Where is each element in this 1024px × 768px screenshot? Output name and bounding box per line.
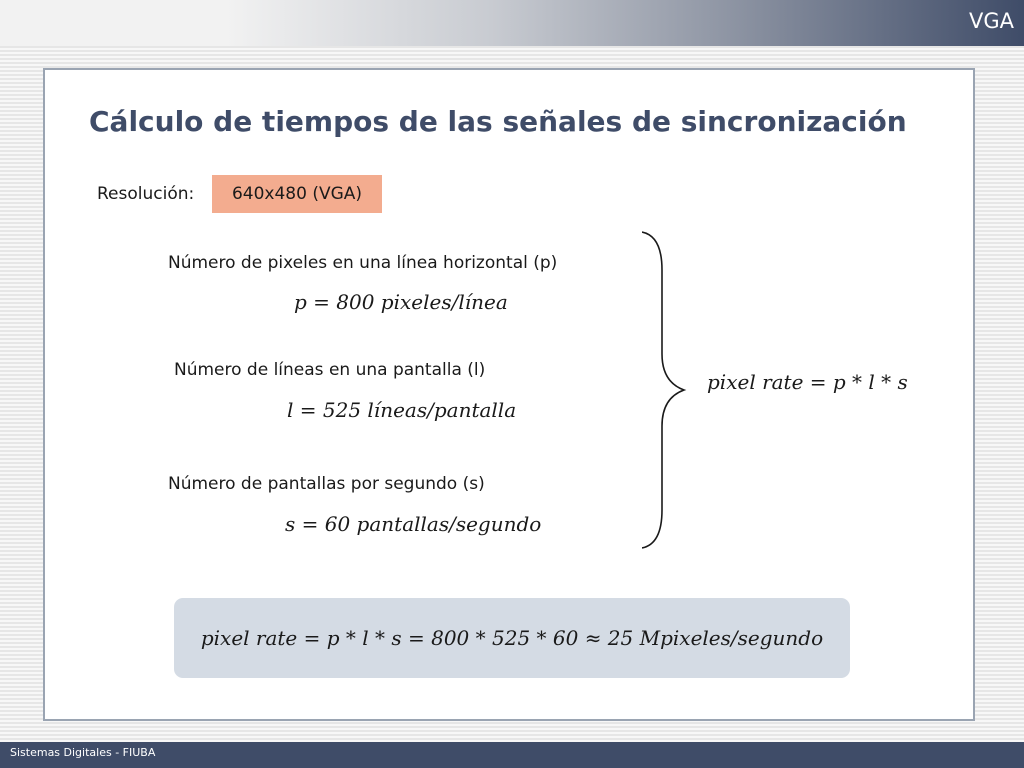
resolution-label: Resolución: [97,184,195,204]
item-label-screens: Número de pantallas por segundo (s) [168,474,485,494]
item-label-pixels: Número de pixeles en una línea horizontal (p) [168,253,558,273]
header-title: VGA [968,9,1014,33]
brace-formula: pixel rate = p * l * s [707,370,908,394]
formula-lines: l = 525 líneas/pantalla [287,398,517,422]
item-label-lines: Número de líneas en una pantalla (l) [174,360,486,380]
footer-bar [0,742,1024,768]
result-formula: pixel rate = p * l * s = 800 * 525 * 60 ≈ 25 Mpixeles/segundo [200,626,824,650]
header-bar [0,0,1024,46]
formula-pixels: p = 800 pixeles/línea [294,290,508,314]
resolution-value: 640x480 (VGA) [212,175,382,213]
slide-frame [43,68,975,721]
curly-brace-icon [642,230,702,550]
slide-title: Cálculo de tiempos de las señales de sincronización [89,105,907,138]
formula-screens: s = 60 pantallas/segundo [285,512,542,536]
footer-text: Sistemas Digitales - FIUBA [10,746,156,759]
result-box [174,598,850,678]
